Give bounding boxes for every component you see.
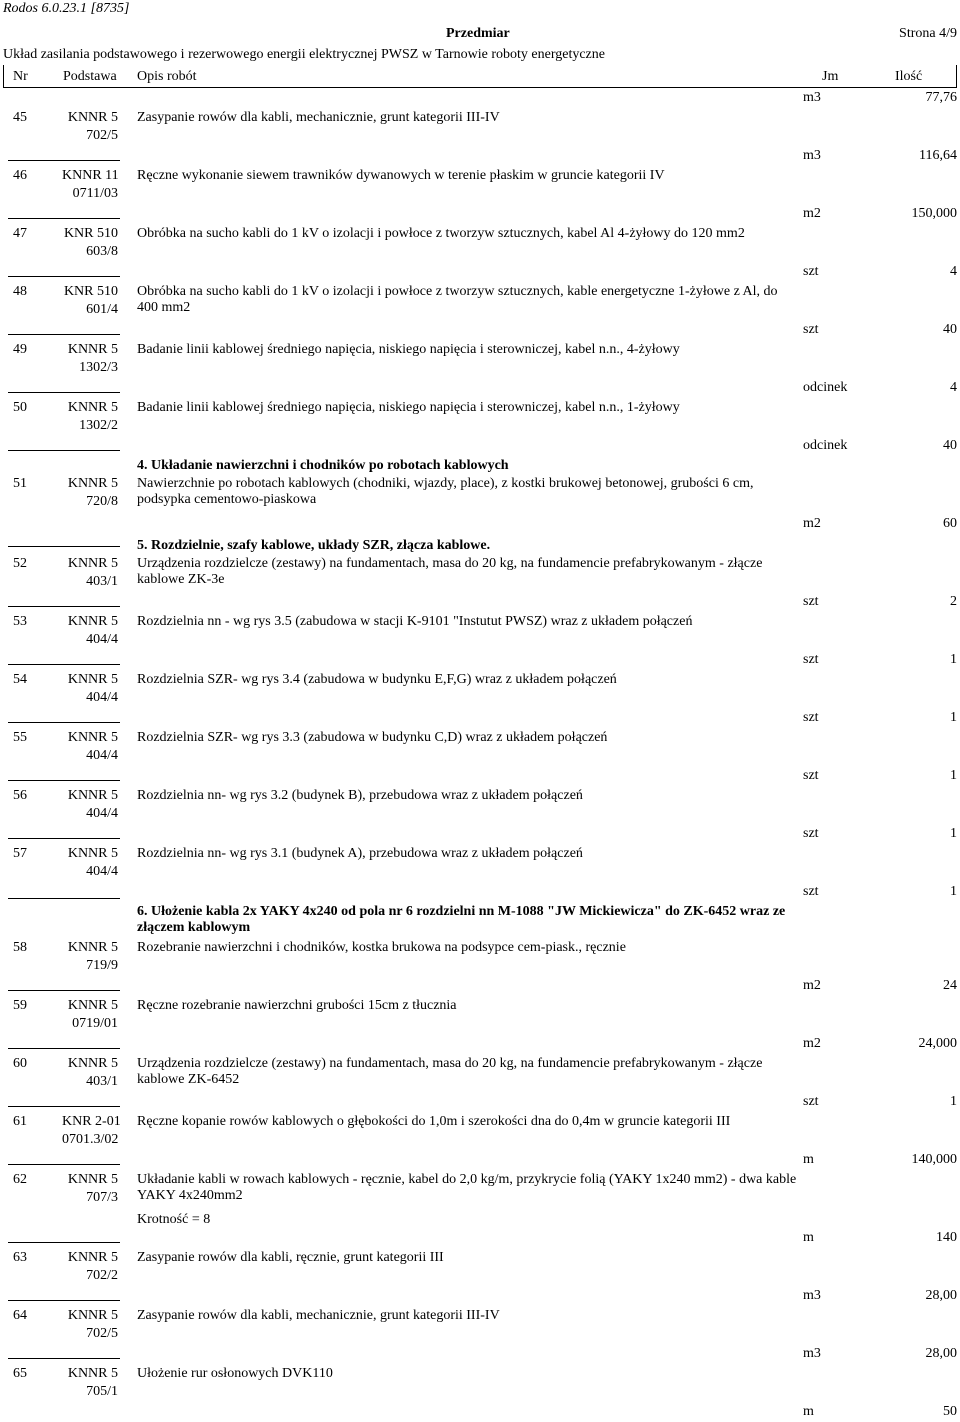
row-description: Zasypanie rowów dla kabli, mechanicznie, grunt kategorii III-IV <box>137 110 500 125</box>
row-ilosc: 40 <box>943 322 957 337</box>
row-ilosc: 1 <box>950 1094 957 1109</box>
row-ilosc: 1 <box>950 768 957 783</box>
row-description: Obróbka na sucho kabli do 1 kV o izolacji i powłoce z tworzyw sztucznych, kable energetyczne 1-żyłowe z Al, do 400 mm2 <box>137 284 778 315</box>
row-separator <box>8 722 120 723</box>
row-ilosc: 140,000 <box>911 1152 957 1167</box>
row-ilosc: 1 <box>950 826 957 841</box>
row-kod: KNNR 5 <box>67 1366 118 1381</box>
row-kod: KNNR 5 <box>67 400 118 415</box>
row-jm: m3 <box>803 148 821 163</box>
row-kod-sub: 1302/3 <box>79 360 118 375</box>
row-kod-sub: 404/4 <box>86 632 118 647</box>
row-jm: m2 <box>803 206 821 221</box>
row-kod-sub: 603/8 <box>86 244 118 259</box>
row-kod-sub: 404/4 <box>86 864 118 879</box>
row-ilosc: 116,64 <box>919 148 957 163</box>
row-jm: szt <box>803 768 819 783</box>
section-heading: 5. Rozdzielnie, szafy kablowe, układy SZR, złącza kablowe. <box>137 538 491 553</box>
row-nr: 55 <box>13 730 27 745</box>
row-separator <box>8 664 120 665</box>
row-kod: KNNR 5 <box>67 556 118 571</box>
row-ilosc: 60 <box>943 516 957 531</box>
row-ilosc: 24 <box>943 978 957 993</box>
row-jm: m3 <box>803 1288 821 1303</box>
row-description: Zasypanie rowów dla kabli, ręcznie, grunt kategorii III <box>137 1250 444 1265</box>
row-nr: 50 <box>13 400 27 415</box>
row-description: Rozdzielnia SZR- wg rys 3.4 (zabudowa w budynku E,F,G) wraz z układem połączeń <box>137 672 617 687</box>
row-kod: KNR 510 <box>63 284 118 299</box>
row-kod-sub: 404/4 <box>86 748 118 763</box>
row-jm: szt <box>803 264 819 279</box>
row-jm: szt <box>803 652 819 667</box>
row-kod: KNNR 5 <box>67 1250 118 1265</box>
row-nr: 60 <box>13 1056 27 1071</box>
row-kod: KNNR 5 <box>67 940 118 955</box>
row-jm: szt <box>803 826 819 841</box>
row-kod-sub: 0711/03 <box>72 186 118 201</box>
row-nr: 46 <box>13 168 27 183</box>
row-jm: szt <box>803 322 819 337</box>
row-kod-sub: 404/4 <box>86 806 118 821</box>
row-kod: KNR 2-01 <box>62 1114 121 1129</box>
row-kod-sub: 720/8 <box>86 494 118 509</box>
row-description: Rozdzielnia nn- wg rys 3.2 (budynek B), przebudowa wraz z układem połączeń <box>137 788 583 803</box>
row-description: Obróbka na sucho kabli do 1 kV o izolacji i powłoce z tworzyw sztucznych, kabel Al 4-żyłowy do 120 mm2 <box>137 226 745 241</box>
row-kod: KNNR 11 <box>62 168 119 183</box>
carry-ilosc: 77,76 <box>925 90 957 105</box>
row-jm: szt <box>803 1094 819 1109</box>
row-nr: 62 <box>13 1172 27 1187</box>
row-description: Ułożenie rur osłonowych DVK110 <box>137 1366 333 1381</box>
row-description: Urządzenia rozdzielcze (zestawy) na fundamentach, masa do 20 kg, na fundamencie prefabrykowanym - złącze kablowe ZK-6452 <box>137 1056 763 1087</box>
row-nr: 57 <box>13 846 27 861</box>
row-kod-sub: 707/3 <box>86 1190 118 1205</box>
row-ilosc: 2 <box>950 594 957 609</box>
row-ilosc: 1 <box>950 652 957 667</box>
row-jm: m <box>803 1230 814 1245</box>
row-separator <box>8 990 120 991</box>
row-jm: m3 <box>803 1346 821 1361</box>
row-ilosc: 4 <box>950 264 957 279</box>
row-ilosc: 24,000 <box>918 1036 957 1051</box>
row-separator <box>8 218 120 219</box>
row-kod-sub: 702/2 <box>86 1268 118 1283</box>
app-title: Rodos 6.0.23.1 [8735] <box>3 1 130 16</box>
row-kod-sub: 403/1 <box>86 1074 118 1089</box>
row-kod: KNNR 5 <box>67 998 118 1013</box>
row-kod: KNNR 5 <box>67 476 118 491</box>
row-kod-sub: 705/1 <box>86 1384 118 1399</box>
row-ilosc: 1 <box>950 884 957 899</box>
row-nr: 65 <box>13 1366 27 1381</box>
row-nr: 51 <box>13 476 27 491</box>
row-kod-sub: 719/9 <box>86 958 118 973</box>
row-ilosc: 28,00 <box>925 1288 957 1303</box>
row-separator <box>8 276 120 277</box>
row-separator <box>8 1106 120 1107</box>
row-separator <box>8 606 120 607</box>
row-description: Układanie kabli w rowach kablowych - ręcznie, kabel do 2,0 kg/m, przykrycie folią (YAKY 1x240 mm2) - dwa kable YAKY 4x240mm2 <box>137 1172 797 1203</box>
row-jm: m2 <box>803 978 821 993</box>
row-kod-sub: 403/1 <box>86 574 118 589</box>
row-separator <box>8 546 120 547</box>
row-jm: m <box>803 1152 814 1167</box>
row-separator <box>8 780 120 781</box>
row-nr: 59 <box>13 998 27 1013</box>
row-separator <box>8 1358 120 1359</box>
row-kod: KNNR 5 <box>67 788 118 803</box>
row-nr: 45 <box>13 110 27 125</box>
row-jm: szt <box>803 710 819 725</box>
row-description: Ręczne kopanie rowów kablowych o głębokości do 1,0m i szerokości dna do 0,4m w gruncie kategorii III <box>137 1114 731 1129</box>
row-nr: 64 <box>13 1308 27 1323</box>
row-jm: szt <box>803 594 819 609</box>
row-ilosc: 140 <box>936 1230 957 1245</box>
row-jm: m2 <box>803 1036 821 1051</box>
row-kod: KNNR 5 <box>67 1308 118 1323</box>
row-nr: 63 <box>13 1250 27 1265</box>
row-description: Nawierzchnie po robotach kablowych (chodniki, wjazdy, place), z kostki brukowej betonowej, grubości 6 cm, podsypka cementowo-piaskowa <box>137 476 754 507</box>
document-title: Przedmiar <box>446 26 510 41</box>
row-kod: KNNR 5 <box>67 110 118 125</box>
row-ilosc: 4 <box>950 380 957 395</box>
row-nr: 56 <box>13 788 27 803</box>
row-kod: KNNR 5 <box>67 342 118 357</box>
row-separator <box>8 1164 120 1165</box>
row-kod: KNNR 5 <box>67 1172 118 1187</box>
row-separator <box>8 1242 120 1243</box>
row-nr: 58 <box>13 940 27 955</box>
section-heading: 4. Układanie nawierzchni i chodników po robotach kablowych <box>137 458 509 473</box>
row-description: Urządzenia rozdzielcze (zestawy) na fundamentach, masa do 20 kg, na fundamencie prefabrykowanym - złącze kablowe ZK-3e <box>137 556 763 587</box>
row-kod-sub: 601/4 <box>86 302 118 317</box>
row-description: Rozdzielnia SZR- wg rys 3.3 (zabudowa w budynku C,D) wraz z układem połączeń <box>137 730 608 745</box>
row-nr: 49 <box>13 342 27 357</box>
row-separator <box>8 392 120 393</box>
row-kod: KNNR 5 <box>67 730 118 745</box>
header-ilosc: Ilość <box>895 69 923 84</box>
row-ilosc: 40 <box>943 438 957 453</box>
row-description: Rozdzielnia nn- wg rys 3.1 (budynek A), przebudowa wraz z układem połączeń <box>137 846 583 861</box>
row-jm: m2 <box>803 516 821 531</box>
row-description: Ręczne wykonanie siewem trawników dywanowych w terenie płaskim w gruncie kategorii IV <box>137 168 665 183</box>
row-kod-sub: 0701.3/02 <box>62 1132 119 1147</box>
row-nr: 47 <box>13 226 27 241</box>
row-kod: KNNR 5 <box>67 614 118 629</box>
row-nr: 54 <box>13 672 27 687</box>
project-title: Układ zasilania podstawowego i rezerwowego energii elektrycznej PWSZ w Tarnowie roboty energetyczne <box>3 47 605 62</box>
row-ilosc: 28,00 <box>925 1346 957 1361</box>
row-nr: 48 <box>13 284 27 299</box>
carry-jm: m3 <box>803 90 821 105</box>
row-jm: odcinek <box>803 380 848 395</box>
row-separator <box>8 160 120 161</box>
row-kod-sub: 702/5 <box>86 128 118 143</box>
row-description: Badanie linii kablowej średniego napięcia, niskiego napięcia i sterowniczej, kabel n.n., 4-żyłowy <box>137 342 680 357</box>
row-kod-sub: 1302/2 <box>79 418 118 433</box>
row-jm: m <box>803 1404 814 1419</box>
header-podstawa: Podstawa <box>63 69 117 84</box>
row-nr: 53 <box>13 614 27 629</box>
row-kod-sub: 0719/01 <box>72 1016 118 1031</box>
row-kod-sub: 702/5 <box>86 1326 118 1341</box>
header-nr: Nr <box>13 69 28 84</box>
row-separator <box>8 1300 120 1301</box>
row-ilosc: 50 <box>943 1404 957 1419</box>
page-label: Strona 4/9 <box>899 26 957 41</box>
row-multiplier: Krotność = 8 <box>137 1212 211 1227</box>
row-jm: szt <box>803 884 819 899</box>
header-opis: Opis robót <box>137 69 197 84</box>
row-description: Badanie linii kablowej średniego napięcia, niskiego napięcia i sterowniczej, kabel n.n., 1-żyłowy <box>137 400 680 415</box>
row-kod: KNNR 5 <box>67 846 118 861</box>
row-ilosc: 150,000 <box>911 206 957 221</box>
row-nr: 52 <box>13 556 27 571</box>
row-separator <box>8 838 120 839</box>
row-kod: KNNR 5 <box>67 672 118 687</box>
row-description: Zasypanie rowów dla kabli, mechanicznie, grunt kategorii III-IV <box>137 1308 500 1323</box>
row-description: Rozebranie nawierzchni i chodników, kostka brukowa na podsypce cem-piask., ręcznie <box>137 940 626 955</box>
row-nr: 61 <box>13 1114 27 1129</box>
row-description: Rozdzielnia nn - wg rys 3.5 (zabudowa w stacji K-9101 "Instutut PWSZ) wraz z układem połączeń <box>137 614 693 629</box>
row-jm: odcinek <box>803 438 848 453</box>
row-separator <box>8 450 120 451</box>
header-jm: Jm <box>822 69 839 84</box>
row-ilosc: 1 <box>950 710 957 725</box>
section-heading: 6. Ułożenie kabla 2x YAKY 4x240 od pola nr 6 rozdzielni nn M-1088 "JW Mickiewicza" do ZK-6452 wraz ze złączem kablowym <box>137 904 786 935</box>
row-separator <box>8 1048 120 1049</box>
row-kod: KNNR 5 <box>67 1056 118 1071</box>
row-separator <box>8 898 120 899</box>
row-description: Ręczne rozebranie nawierzchni grubości 15cm z tłucznia <box>137 998 457 1013</box>
row-kod-sub: 404/4 <box>86 690 118 705</box>
row-separator <box>8 334 120 335</box>
row-kod: KNR 510 <box>63 226 118 241</box>
